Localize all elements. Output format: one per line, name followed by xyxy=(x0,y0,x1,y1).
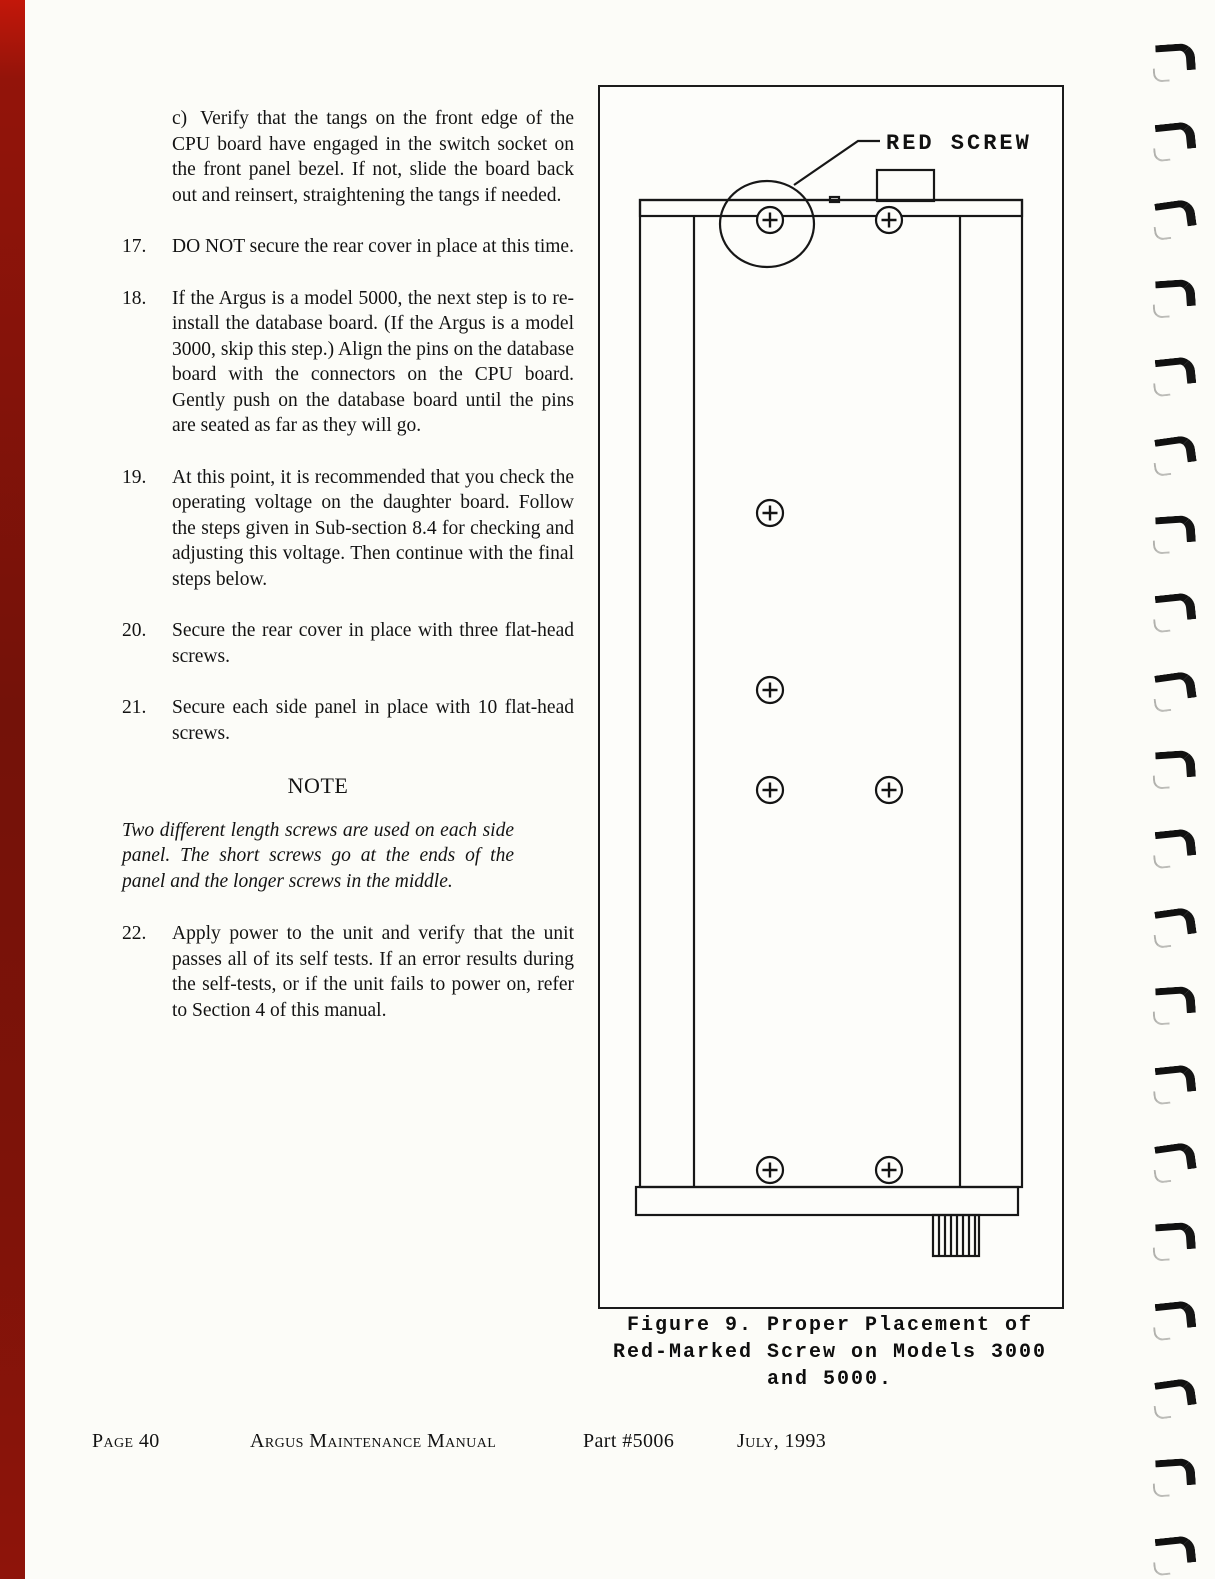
screw-icon xyxy=(757,677,783,703)
screw-icon xyxy=(757,777,783,803)
note-heading: NOTE xyxy=(287,773,349,798)
caption-line: and 5000. xyxy=(766,1368,894,1391)
leader-line xyxy=(794,141,880,185)
step-marker: c) xyxy=(172,108,188,129)
step-22 xyxy=(122,921,574,1023)
step-c xyxy=(122,106,574,208)
binder-ring-mark xyxy=(1155,1300,1197,1331)
binder-ring-mark xyxy=(1155,592,1197,623)
footer-manual-title: Argus Maintenance Manual xyxy=(250,1430,497,1452)
step-20 xyxy=(122,618,574,669)
step-number: 21. xyxy=(122,697,147,718)
binder-ring-mark xyxy=(1155,1222,1196,1252)
binder-ring-mark xyxy=(1155,986,1196,1016)
step-18 xyxy=(122,286,574,439)
step-text: Secure the rear cover in place with three flat-head screws. xyxy=(172,620,574,667)
bottom-bar xyxy=(636,1187,1018,1215)
screw-icon xyxy=(757,1157,783,1183)
scan-edge-red-bar xyxy=(0,0,25,1579)
footer-page-number: Page 40 xyxy=(92,1430,160,1452)
binder-ring-mark xyxy=(1155,514,1196,544)
red-screw-label: RED SCREW xyxy=(886,131,1032,156)
binder-ring-mark xyxy=(1155,828,1197,859)
binder-ring-mark xyxy=(1154,906,1196,938)
binder-ring-mark xyxy=(1155,1457,1196,1487)
binder-ring-mark xyxy=(1154,1142,1196,1174)
footer-date: July, 1993 xyxy=(737,1430,827,1452)
binder-ring-mark xyxy=(1155,1064,1197,1095)
binder-ring-mark xyxy=(1154,670,1196,702)
binder-ring-mark xyxy=(1155,43,1196,73)
step-text: If the Argus is a model 5000, the next step is to re-install the database board. (If the Argus is a model 3000, skip this step.) Align the pins on the database board with the connectors on the CPU board. Gently push on the database board until the pins are seated as far as they will go. xyxy=(172,287,574,436)
step-17 xyxy=(122,234,574,260)
binder-ring-mark xyxy=(1155,750,1196,780)
chassis-diagram xyxy=(600,87,1062,1307)
screw-icon xyxy=(876,777,902,803)
note-text: Two different length screws are used on each side panel. The short screws go at the ends of the panel and the longer screws in the middle. xyxy=(122,819,514,892)
figure-caption xyxy=(575,1312,1085,1393)
binder-ring-mark xyxy=(1154,1378,1196,1410)
step-number: 18. xyxy=(122,287,147,309)
binder-rings xyxy=(1145,0,1215,1579)
top-connector xyxy=(877,170,934,201)
instructions-column xyxy=(122,106,574,1023)
screw-icon xyxy=(757,207,783,233)
caption-line: Figure 9. Proper Placement of xyxy=(626,1314,1034,1337)
step-text: Apply power to the unit and verify that the unit passes all of its self tests. If an error results during the self-tests, or if the unit fails to power on, refer to Section 4 of this manual. xyxy=(172,923,574,1021)
footer-part-number: Part #5006 xyxy=(583,1430,675,1452)
caption-line: Red-Marked Screw on Models 3000 xyxy=(612,1341,1048,1364)
note-section xyxy=(122,773,514,894)
screw-icon xyxy=(876,1157,902,1183)
binder-ring-mark xyxy=(1155,121,1197,152)
step-19 xyxy=(122,465,574,593)
binder-ring-mark xyxy=(1154,199,1196,231)
bottom-connector-ribs xyxy=(939,1216,975,1255)
panel-body xyxy=(640,200,1022,1187)
step-number: 19. xyxy=(122,466,147,488)
binder-ring-mark xyxy=(1154,434,1196,466)
binder-ring-mark xyxy=(1155,1535,1197,1566)
figure-9-frame xyxy=(598,85,1064,1309)
screw-icon xyxy=(876,207,902,233)
binder-ring-mark xyxy=(1155,356,1197,387)
step-number: 22. xyxy=(122,923,147,944)
binder-ring-mark xyxy=(1155,278,1196,308)
screw-icon xyxy=(757,500,783,526)
step-number: 20. xyxy=(122,620,147,641)
step-21 xyxy=(122,695,574,746)
step-text: At this point, it is recommended that you check the operating voltage on the daughter board. Follow the steps given in Sub-section 8.4 for checking and adjusting this voltage. Then continue with the final steps below. xyxy=(172,466,574,590)
step-text: Verify that the tangs on the front edge of the CPU board have engaged in the switch socket on the front panel bezel. If not, slide the board back out and reinsert, straightening the tangs if needed. xyxy=(172,108,574,206)
step-number: 17. xyxy=(122,236,147,257)
step-text: Secure each side panel in place with 10 flat-head screws. xyxy=(172,697,574,744)
step-text: DO NOT secure the rear cover in place at this time. xyxy=(172,236,574,257)
